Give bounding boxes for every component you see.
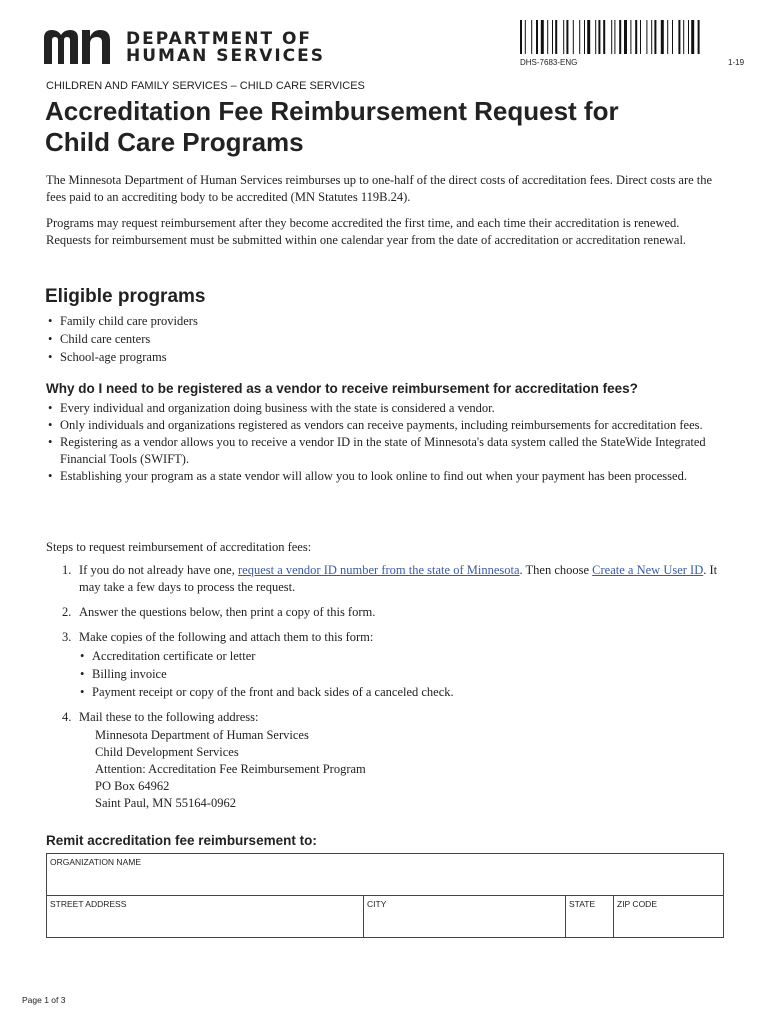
attachments-list <box>78 647 678 701</box>
street-address-field[interactable]: STREET ADDRESS <box>50 899 127 909</box>
mailing-address: Minnesota Department of Human Services Child Development Services Attention: Accreditation Fee Reimbursement Program PO Box 64962 Saint Paul, MN 55164-0962 <box>95 728 366 810</box>
page-title: Accreditation Fee Reimbursement Request for Child Care Programs <box>45 96 619 157</box>
list-item: • School-age programs <box>46 348 696 366</box>
eligible-list <box>46 312 696 366</box>
step-2: 2. Answer the questions below, then print a copy of this form. <box>62 605 376 619</box>
list-item: • Only individuals and organizations registered as vendors can receive payments, including reimbursements for accreditation fees. <box>46 417 726 434</box>
vendor-question-heading: Why do I need to be registered as a vendor to receive reimbursement for accreditation fees? <box>46 381 638 396</box>
list-item: • Billing invoice <box>78 665 678 683</box>
eligible-heading: Eligible programs <box>45 286 206 307</box>
zip-code-field[interactable]: ZIP CODE <box>617 899 657 909</box>
vendor-reasons-list <box>46 400 726 485</box>
page-number: Page 1 of 3 <box>22 995 66 1005</box>
list-item: • Establishing your program as a state vendor will allow you to look online to find out when your payment has been processed. <box>46 468 726 485</box>
city-field[interactable]: CITY <box>367 899 387 909</box>
dhs-logo-mark <box>44 30 120 64</box>
barcode <box>520 20 747 54</box>
list-item: • Family child care providers <box>46 312 696 330</box>
form-revision-date: 1-19 <box>728 58 745 67</box>
step-3: 3. Make copies of the following and attach them to this form: <box>62 630 374 644</box>
organization-name-field[interactable]: ORGANIZATION NAME <box>50 857 141 867</box>
list-item: • Payment receipt or copy of the front and back sides of a canceled check. <box>78 683 678 701</box>
division-label: CHILDREN AND FAMILY SERVICES – CHILD CARE SERVICES <box>46 80 365 92</box>
step-4: 4. Mail these to the following address: <box>62 710 259 724</box>
create-new-user-id-link[interactable]: Create a New User ID <box>592 563 704 577</box>
department-name: DEPARTMENT OF HUMAN SERVICES <box>126 29 326 66</box>
list-item: • Registering as a vendor allows you to receive a vendor ID in the state of Minnesota's data system called the StateWide Integrated Financial Tools (SWIFT). <box>46 434 726 468</box>
remit-heading: Remit accreditation fee reimbursement to: <box>46 833 317 848</box>
list-item: • Child care centers <box>46 330 696 348</box>
list-item: • Accreditation certificate or letter <box>78 647 678 665</box>
intro-paragraph-2: Programs may request reimbursement after they become accredited the first time, and each time their accreditation is renewed. Requests for reimbursement must be submitted within one calendar year from the date of accreditation or accreditation renewal. <box>46 216 687 247</box>
state-field[interactable]: STATE <box>569 899 596 909</box>
vendor-id-request-link[interactable]: request a vendor ID number from the state of Minnesota <box>237 563 520 577</box>
steps-intro: Steps to request reimbursement of accreditation fees: <box>46 540 312 554</box>
list-item: • Every individual and organization doing business with the state is considered a vendor. <box>46 400 726 417</box>
remit-address-form <box>46 853 724 938</box>
intro-paragraph-1: The Minnesota Department of Human Services reimburses up to one-half of the direct costs of accreditation fees. Direct costs are the fees paid to an accrediting body to be accredited (MN Statutes 119B.24). <box>46 173 713 204</box>
form-id: DHS-7683-ENG <box>520 58 578 67</box>
step-1: 1. If you do not already have one, request a vendor ID number from the state of Minnesota. Then choose Create a New User ID. It may take a few days to process the request. <box>62 563 718 594</box>
